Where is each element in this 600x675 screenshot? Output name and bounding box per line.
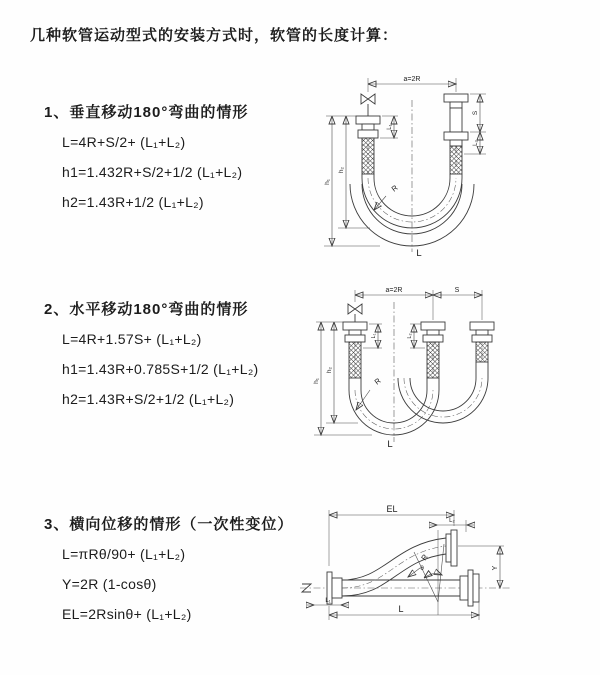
formula-2-1: L=4R+1.57S+ (L₁+L₂)	[62, 331, 202, 347]
valve-icon	[361, 94, 375, 116]
dim-label-l2: L₂	[473, 140, 479, 146]
section-2-heading: 2、水平移动180°弯曲的情形	[44, 301, 249, 318]
formula-1-1: L=4R+S/2+ (L₁+L₂)	[62, 134, 186, 150]
dimension-lines	[307, 504, 504, 620]
centerlines	[368, 100, 456, 252]
dim-label-s: S	[472, 110, 479, 116]
dim-label-l2: L₂	[449, 518, 455, 524]
section-horizontal-bend	[44, 300, 259, 409]
length-label: L	[416, 248, 422, 259]
dim-label-h1: h₁	[324, 179, 331, 185]
dim-label-y: Y	[492, 565, 499, 571]
formula-3-1: L=πRθ/90+ (L₁+L₂)	[62, 546, 186, 562]
valve-icon	[348, 304, 362, 322]
formula-3-2: Y=2R (1-cosθ)	[62, 576, 157, 592]
dim-label-el: EL	[386, 504, 398, 514]
formula-2-2: h1=1.43R+0.785S+1/2 (L₁+L₂)	[62, 361, 259, 377]
dim-label-h1: h₁	[313, 378, 320, 384]
formula-1-2: h1=1.432R+S/2+1/2 (L₁+L₂)	[62, 164, 243, 180]
radius-label: R	[372, 376, 383, 387]
dim-label-l1: L₁	[371, 333, 377, 339]
formula-1-3: h2=1.43R+1/2 (L₁+L₂)	[62, 194, 204, 210]
page-title: 几种软管运动型式的安装方式时，软管的长度计算：	[30, 27, 399, 44]
dim-label-l1: L₁	[387, 124, 393, 130]
section-1-heading: 1、垂直移动180°弯曲的情形	[44, 104, 249, 121]
length-label: L	[387, 439, 393, 450]
hose-u-bends	[349, 362, 488, 435]
radius-label: R	[389, 183, 400, 194]
formula-3-3: EL=2Rsinθ+ (L₁+L₂)	[62, 606, 192, 622]
right-end-fitting	[444, 94, 468, 174]
radius-callout	[356, 376, 383, 410]
diagram-horizontal-180-bend	[306, 282, 590, 462]
section-lateral-displacement	[44, 515, 293, 624]
dim-label-h2: h₂	[326, 366, 333, 374]
middle-fitting	[421, 322, 445, 378]
angle-callout	[414, 544, 444, 602]
angle-label: θ	[420, 565, 424, 572]
dim-label-h2: h₂	[338, 166, 345, 174]
right-end-fitting	[470, 322, 494, 362]
dim-label-l1: L₁	[325, 598, 331, 604]
dim-label-a2r: a=2R	[385, 287, 403, 294]
formula-2-3: h2=1.43R+S/2+1/2 (L₁+L₂)	[62, 391, 235, 407]
section-3-heading: 3、横向位移的情形（一次性变位）	[44, 516, 294, 533]
section-vertical-bend	[44, 103, 248, 212]
centerlines	[355, 302, 482, 442]
dimension-lines	[313, 287, 482, 435]
dim-label-a2r: a=2R	[403, 76, 421, 83]
radius-label: R	[419, 552, 430, 563]
left-end-fitting	[343, 322, 367, 378]
dim-label-s: S	[454, 287, 460, 294]
diagram-vertical-180-bend	[316, 70, 578, 262]
dim-label-l: L	[398, 604, 404, 614]
dim-label-l2: L₂	[407, 333, 413, 339]
diagram-lateral-displacement	[298, 498, 596, 656]
radius-callout	[408, 552, 430, 577]
left-end-fitting	[356, 116, 380, 174]
